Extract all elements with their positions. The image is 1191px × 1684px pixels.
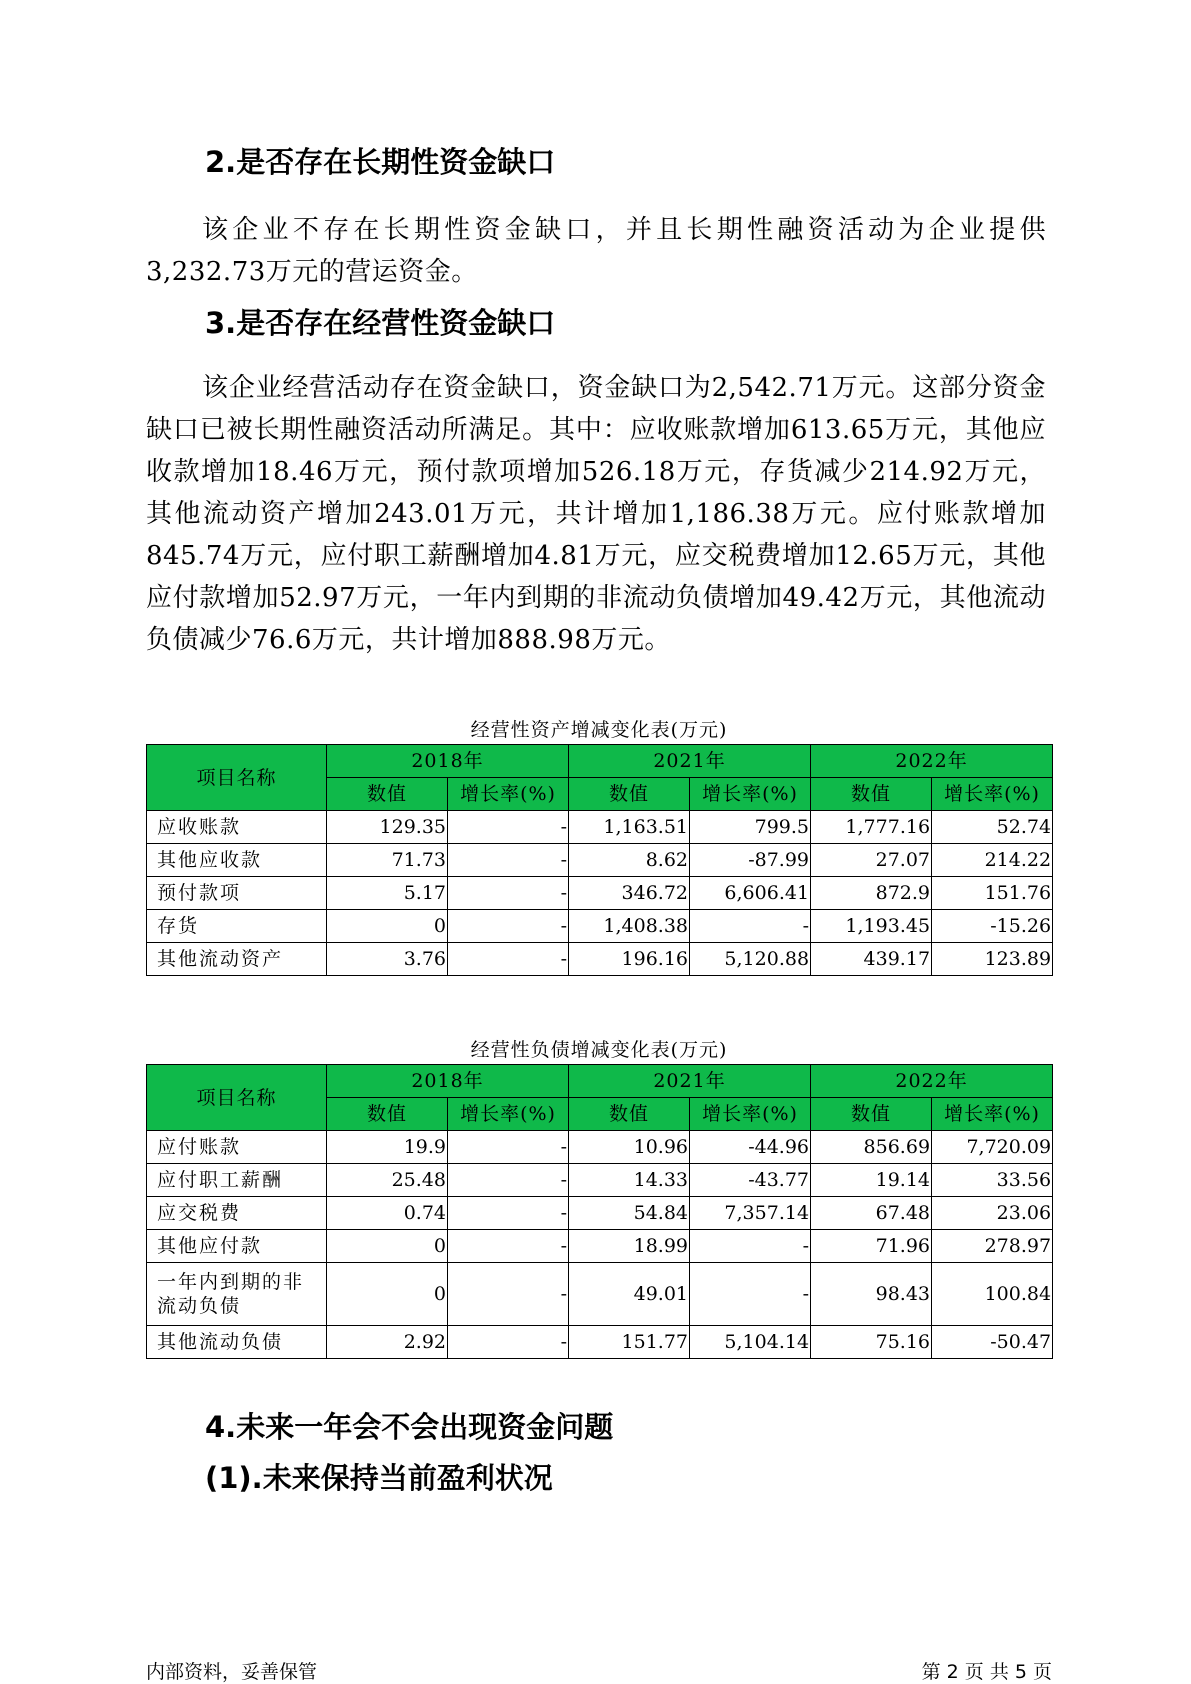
- cell: -: [690, 1263, 811, 1326]
- header-year: 2022年: [811, 745, 1053, 778]
- cell: 196.16: [569, 943, 690, 976]
- header-growth: 增长率(%): [690, 778, 811, 811]
- cell: -: [448, 943, 569, 976]
- cell: 1,777.16: [811, 811, 932, 844]
- section-heading-2: 2.是否存在长期性资金缺口: [205, 145, 556, 179]
- cell: 799.5: [690, 811, 811, 844]
- cell: -: [448, 1326, 569, 1359]
- cell: 18.99: [569, 1230, 690, 1263]
- table-row: [147, 844, 1053, 877]
- header-year: 2021年: [569, 1065, 811, 1098]
- cell: 14.33: [569, 1164, 690, 1197]
- cell: 54.84: [569, 1197, 690, 1230]
- cell: -15.26: [932, 910, 1053, 943]
- cell: 1,193.45: [811, 910, 932, 943]
- cell: -: [448, 811, 569, 844]
- cell: -: [448, 1197, 569, 1230]
- cell: 27.07: [811, 844, 932, 877]
- liabilities-change-table: [146, 1064, 1053, 1359]
- row-label: 其他流动负债: [147, 1326, 327, 1359]
- cell: -50.47: [932, 1326, 1053, 1359]
- footer-confidential-note: 内部资料，妥善保管: [146, 1661, 318, 1683]
- cell: 49.01: [569, 1263, 690, 1326]
- cell: 0: [327, 910, 448, 943]
- table-row: [147, 1131, 1053, 1164]
- assets-change-table: [146, 744, 1053, 976]
- table-row: [147, 1197, 1053, 1230]
- header-value: 数值: [569, 778, 690, 811]
- cell: 5.17: [327, 877, 448, 910]
- header-year: 2018年: [327, 745, 569, 778]
- table-row: [147, 1326, 1053, 1359]
- header-value: 数值: [327, 778, 448, 811]
- row-label: 存货: [147, 910, 327, 943]
- section-heading-3: 3.是否存在经营性资金缺口: [205, 306, 556, 340]
- cell: 0.74: [327, 1197, 448, 1230]
- table-row: [147, 877, 1053, 910]
- cell: 71.73: [327, 844, 448, 877]
- cell: 0: [327, 1263, 448, 1326]
- table-row: [147, 910, 1053, 943]
- cell: 23.06: [932, 1197, 1053, 1230]
- cell: -: [448, 877, 569, 910]
- cell: 19.9: [327, 1131, 448, 1164]
- cell: 98.43: [811, 1263, 932, 1326]
- header-year: 2018年: [327, 1065, 569, 1098]
- cell: -: [690, 1230, 811, 1263]
- table-row: [147, 943, 1053, 976]
- cell: 100.84: [932, 1263, 1053, 1326]
- cell: 7,720.09: [932, 1131, 1053, 1164]
- row-label: 应付账款: [147, 1131, 327, 1164]
- cell: -: [448, 1164, 569, 1197]
- table-row: [147, 811, 1053, 844]
- cell: -: [448, 1131, 569, 1164]
- subsection-heading-4-1: (1).未来保持当前盈利状况: [205, 1461, 553, 1495]
- cell: 52.74: [932, 811, 1053, 844]
- cell: 75.16: [811, 1326, 932, 1359]
- cell: 8.62: [569, 844, 690, 877]
- cell: 67.48: [811, 1197, 932, 1230]
- row-label: 其他应付款: [147, 1230, 327, 1263]
- paragraph-operating-gap: 该企业经营活动存在资金缺口，资金缺口为2,542.71万元。这部分资金缺口已被长期性融资活动所满足。其中：应收账款增加613.65万元，其他应收款增加18.46万元，预付款项增加526.18万元，存货减少214.92万元，其他流动资产增加243.01万元，共计增加1,186.38万元。应付账款增加845.74万元，应付职工薪酬增加4.81万元，应交税费增加12.65万元，其他应付款增加52.97万元，一年内到期的非流动负债增加49.42万元，其他流动负债减少76.6万元，共计增加888.98万元。: [146, 373, 1046, 655]
- cell: 129.35: [327, 811, 448, 844]
- cell: -: [448, 910, 569, 943]
- section-heading-4: 4.未来一年会不会出现资金问题: [205, 1410, 614, 1444]
- page-number: 第 2 页 共 5 页: [921, 1661, 1052, 1683]
- table-caption-liabilities: 经营性负债增减变化表(万元): [470, 1039, 728, 1061]
- cell: 5,104.14: [690, 1326, 811, 1359]
- cell: 71.96: [811, 1230, 932, 1263]
- cell: -: [448, 1230, 569, 1263]
- header-value: 数值: [327, 1098, 448, 1131]
- cell: 3.76: [327, 943, 448, 976]
- table-row: [147, 1164, 1053, 1197]
- row-label: 其他应收款: [147, 844, 327, 877]
- row-label: 应交税费: [147, 1197, 327, 1230]
- paragraph-long-term-gap: 该企业不存在长期性资金缺口，并且长期性融资活动为企业提供3,232.73万元的营运资金。: [146, 215, 1046, 287]
- cell: -: [448, 1263, 569, 1326]
- header-growth: 增长率(%): [448, 778, 569, 811]
- header-growth: 增长率(%): [448, 1098, 569, 1131]
- cell: 151.76: [932, 877, 1053, 910]
- cell: 1,163.51: [569, 811, 690, 844]
- cell: 1,408.38: [569, 910, 690, 943]
- cell: 7,357.14: [690, 1197, 811, 1230]
- cell: -: [448, 844, 569, 877]
- table-row: [147, 1263, 1053, 1326]
- cell: 5,120.88: [690, 943, 811, 976]
- header-value: 数值: [811, 1098, 932, 1131]
- table-row: [147, 1230, 1053, 1263]
- cell: 872.9: [811, 877, 932, 910]
- cell: -43.77: [690, 1164, 811, 1197]
- row-label: 应付职工薪酬: [147, 1164, 327, 1197]
- cell: 151.77: [569, 1326, 690, 1359]
- header-growth: 增长率(%): [932, 1098, 1053, 1131]
- row-label: 应收账款: [147, 811, 327, 844]
- cell: 25.48: [327, 1164, 448, 1197]
- header-item-name: 项目名称: [147, 745, 327, 811]
- row-label: 预付款项: [147, 877, 327, 910]
- cell: -: [690, 910, 811, 943]
- header-value: 数值: [811, 778, 932, 811]
- row-label: 一年内到期的非流动负债: [147, 1263, 327, 1326]
- cell: 346.72: [569, 877, 690, 910]
- cell: 123.89: [932, 943, 1053, 976]
- cell: -44.96: [690, 1131, 811, 1164]
- header-year: 2021年: [569, 745, 811, 778]
- header-growth: 增长率(%): [932, 778, 1053, 811]
- cell: 33.56: [932, 1164, 1053, 1197]
- cell: 6,606.41: [690, 877, 811, 910]
- cell: -87.99: [690, 844, 811, 877]
- cell: 19.14: [811, 1164, 932, 1197]
- cell: 0: [327, 1230, 448, 1263]
- cell: 278.97: [932, 1230, 1053, 1263]
- cell: 439.17: [811, 943, 932, 976]
- header-item-name: 项目名称: [147, 1065, 327, 1131]
- header-value: 数值: [569, 1098, 690, 1131]
- cell: 856.69: [811, 1131, 932, 1164]
- table-caption-assets: 经营性资产增减变化表(万元): [470, 719, 728, 741]
- cell: 2.92: [327, 1326, 448, 1359]
- header-growth: 增长率(%): [690, 1098, 811, 1131]
- header-year: 2022年: [811, 1065, 1053, 1098]
- cell: 214.22: [932, 844, 1053, 877]
- row-label: 其他流动资产: [147, 943, 327, 976]
- cell: 10.96: [569, 1131, 690, 1164]
